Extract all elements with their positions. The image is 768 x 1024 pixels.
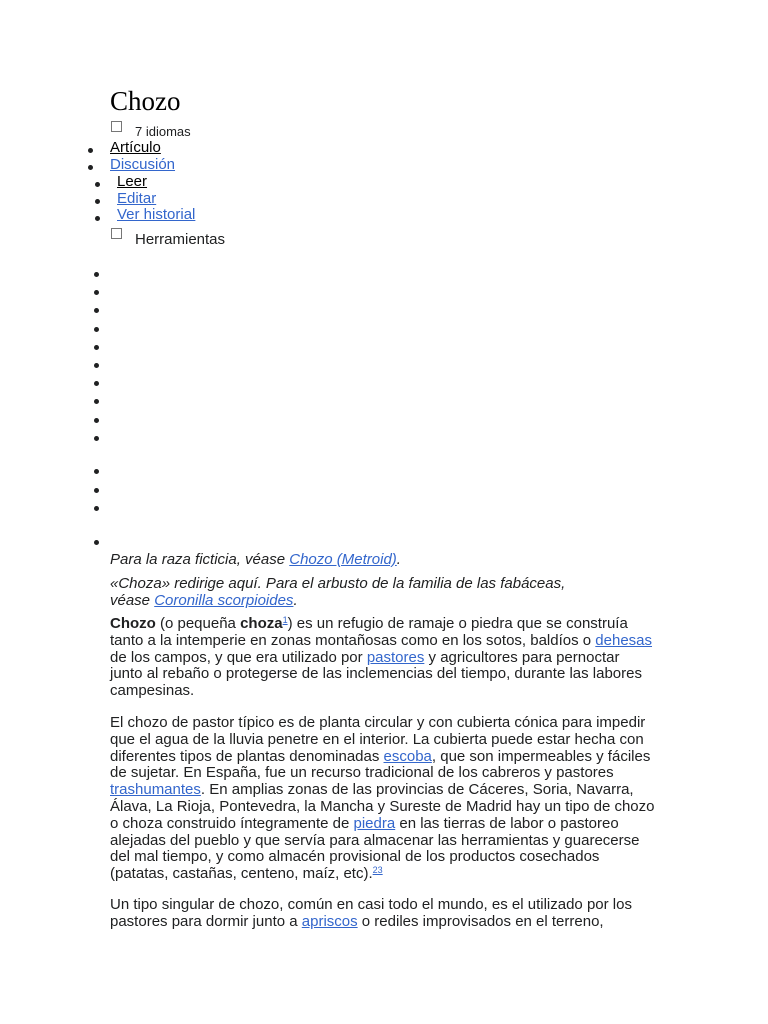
bullet-icon xyxy=(95,182,100,187)
bold-term: choza xyxy=(240,615,283,632)
hatnote-line: «Choza» redirige aquí. Para el arbusto de la familia de las fabáceas, xyxy=(110,575,566,592)
hatnote-link-chozo-metroid[interactable]: Chozo (Metroid) xyxy=(289,551,397,568)
tools-menu-item xyxy=(94,345,99,350)
page-title: Chozo xyxy=(110,86,181,116)
tools-menu-item xyxy=(94,308,99,313)
hatnote-text: Para la raza ficticia, véase xyxy=(110,551,286,568)
link-dehesas[interactable]: dehesas xyxy=(595,631,653,649)
tools-button[interactable]: Herramientas xyxy=(135,231,226,248)
hatnote-text: véase xyxy=(110,592,151,609)
tools-menu-item xyxy=(94,272,99,277)
tab-edit[interactable]: Editar xyxy=(117,190,157,207)
paragraph-text: de los campos, y que era utilizado por xyxy=(110,648,367,666)
tools-menu-item xyxy=(94,381,99,386)
hatnote-suffix: . xyxy=(396,551,401,568)
paragraph-text: (o pequeña xyxy=(155,615,241,632)
paragraph-text: , que son impermeables y fáciles de sujetar. En España, fue un recurso tradicional de los cabreros y pastores xyxy=(110,747,651,782)
tools-menu-item xyxy=(94,469,99,474)
paragraph-text: El chozo de pastor típico es de planta circular y con cubierta cónica para impedir que el agua de la lluvia penetre en el interior. La cubierta puede estar hecha con diferentes tipos de plantas denominadas xyxy=(110,714,646,765)
link-apriscos[interactable]: apriscos xyxy=(301,912,358,930)
link-trashumantes[interactable]: trashumantes xyxy=(110,781,201,799)
paragraph-text: o rediles improvisados en el terreno, xyxy=(357,912,604,930)
tab-view-history[interactable]: Ver historial xyxy=(117,206,196,223)
tools-menu-item xyxy=(94,506,99,511)
hatnote xyxy=(110,551,401,568)
paragraph-text: y agricultores para pernoctar junto al rebaño o protegerse de las inclemencias del tiempo, durante las labores campesinas. xyxy=(110,648,642,700)
link-pastores[interactable]: pastores xyxy=(366,648,425,666)
reference-link[interactable]: 23 xyxy=(372,865,383,876)
tab-read[interactable]: Leer xyxy=(117,173,148,190)
languages-button[interactable]: 7 idiomas xyxy=(135,124,191,139)
tools-menu-item xyxy=(94,399,99,404)
hatnote-suffix: . xyxy=(293,592,298,609)
tools-menu-item xyxy=(94,327,99,332)
tools-menu-item xyxy=(94,436,99,441)
hatnote xyxy=(110,592,298,609)
tools-menu-item xyxy=(94,363,99,368)
tools-menu-item xyxy=(94,488,99,493)
article-paragraph xyxy=(110,616,655,700)
bullet-icon xyxy=(95,199,100,204)
article-paragraph xyxy=(110,897,655,931)
hatnote-link-coronilla[interactable]: Coronilla scorpioides xyxy=(154,592,294,609)
tools-menu-item xyxy=(94,290,99,295)
paragraph-text: en las tierras de labor o pastoreo alejadas del pueblo y que servía para almacenar las herramientas y guarecerse del mal tiempo, y como almacén provisional de los productos cosechados (patatas, castañas, centeno, maíz, etc). xyxy=(110,814,640,883)
link-escoba[interactable]: escoba xyxy=(383,747,432,765)
tab-article[interactable]: Artículo xyxy=(110,139,161,156)
reference-link[interactable]: 1 xyxy=(282,615,288,625)
paragraph-text: ) es un refugio de ramaje o piedra que se construía tanto a la intemperie en zonas montañosas como en los sotos, baldíos o xyxy=(110,615,628,649)
article-paragraph xyxy=(110,715,655,883)
paragraph-text: Un tipo singular de chozo, común en casi todo el mundo, es el utilizado por los pastores para dormir junto a xyxy=(110,896,632,930)
link-piedra[interactable]: piedra xyxy=(353,814,396,832)
tab-discussion[interactable]: Discusión xyxy=(110,156,176,173)
bullet-icon xyxy=(88,148,93,153)
bullet-icon xyxy=(95,216,100,221)
paragraph-text: . En amplias zonas de las provincias de Cáceres, Soria, Navarra, Álava, La Rioja, Pontevedra, la Mancha y Sureste de Madrid hay un tipo de chozo o choza construido íntegramente de xyxy=(110,781,655,832)
bold-term: Chozo xyxy=(110,615,156,632)
languages-checkbox[interactable] xyxy=(111,121,122,132)
tools-menu-item xyxy=(94,540,99,545)
tools-checkbox[interactable] xyxy=(111,228,122,239)
tools-menu-item xyxy=(94,418,99,423)
bullet-icon xyxy=(88,165,93,170)
